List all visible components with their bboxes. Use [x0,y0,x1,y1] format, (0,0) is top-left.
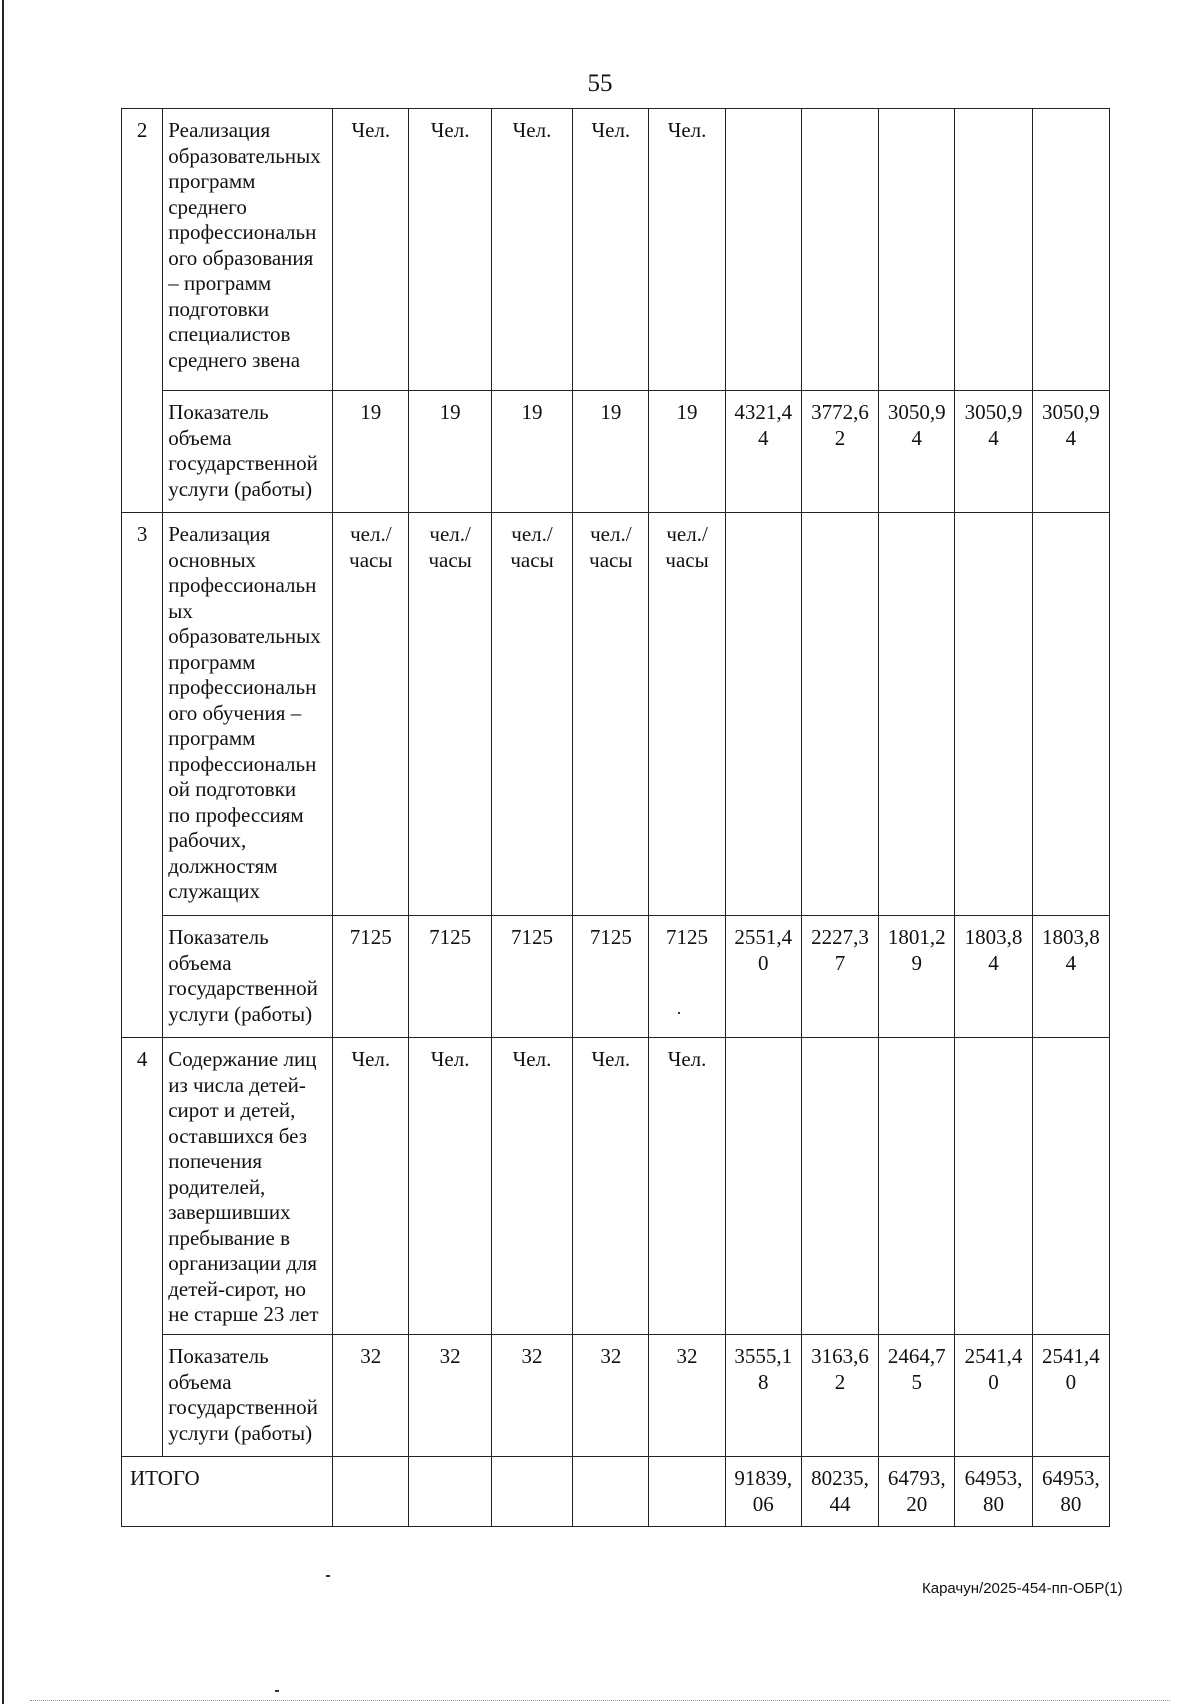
table-row [122,1038,1110,1335]
empty-cell [649,1457,725,1527]
total-value-cell: 64793, 20 [879,1457,955,1527]
volume-cell: 19 [649,391,725,513]
empty-cell [1032,109,1109,391]
table-row [122,109,1110,391]
unit-cell: чел./ часы [649,513,725,916]
services-table [121,108,1110,1527]
empty-cell [801,513,878,916]
table-row [122,916,1110,1038]
unit-cell: Чел. [573,1038,649,1335]
unit-cell: Чел. [491,1038,572,1335]
unit-cell: чел./ часы [491,513,572,916]
empty-cell [955,109,1032,391]
value-cell: 3163,6 2 [801,1335,878,1457]
volume-cell: 32 [573,1335,649,1457]
empty-cell [955,1038,1032,1335]
empty-cell [491,1457,572,1527]
empty-cell [879,513,955,916]
volume-cell: 32 [333,1335,409,1457]
value-cell: 3555,1 8 [725,1335,801,1457]
empty-cell [725,1038,801,1335]
volume-cell: 7125 [409,916,491,1038]
row-number: 3 [122,513,163,1038]
volume-cell: 19 [573,391,649,513]
empty-cell [955,513,1032,916]
volume-cell: 19 [333,391,409,513]
empty-cell [801,109,878,391]
service-name: Реализация образовательных программ среднего профессиональн ого образования – программ подготовки специалистов среднего звена [163,109,333,391]
volume-cell: 7125 [573,916,649,1038]
empty-cell [725,109,801,391]
value-cell: 3050,9 4 [879,391,955,513]
unit-cell: чел./ часы [333,513,409,916]
value-cell: 1803,8 4 [1032,916,1109,1038]
unit-cell: Чел. [491,109,572,391]
empty-cell [801,1038,878,1335]
scan-speck [275,1690,279,1692]
table-row [122,513,1110,916]
total-row [122,1457,1110,1527]
empty-cell [1032,1038,1109,1335]
scan-edge-line [30,1700,1170,1701]
service-name: Реализация основных профессиональн ых образовательных программ профессиональн ого обучения – программ профессиональн ой подготовки по профессиям рабочих, должностям служащих [163,513,333,916]
volume-cell: 32 [649,1335,725,1457]
volume-cell: 19 [409,391,491,513]
empty-cell [333,1457,409,1527]
unit-cell: Чел. [333,109,409,391]
scan-speck [326,1575,330,1577]
row-number: 4 [122,1038,163,1457]
table-row [122,1335,1110,1457]
empty-cell [409,1457,491,1527]
volume-cell: 32 [409,1335,491,1457]
indicator-name: Показатель объема государственной услуги (работы) [163,391,333,513]
total-value-cell: 91839, 06 [725,1457,801,1527]
value-cell: 2227,3 7 [801,916,878,1038]
table-row [122,391,1110,513]
volume-cell: 7125 [333,916,409,1038]
unit-cell: Чел. [649,109,725,391]
value-cell: 4321,4 4 [725,391,801,513]
value-cell: 3050,9 4 [955,391,1032,513]
unit-cell: Чел. [333,1038,409,1335]
unit-cell: Чел. [649,1038,725,1335]
empty-cell [879,1038,955,1335]
empty-cell [879,109,955,391]
unit-cell: Чел. [573,109,649,391]
unit-cell: чел./ часы [409,513,491,916]
document-code: Карачун/2025-454-пп-ОБР(1) [922,1580,1123,1597]
value-cell: 2541,4 0 [1032,1335,1109,1457]
value-cell: 1803,8 4 [955,916,1032,1038]
value-cell: 1801,2 9 [879,916,955,1038]
value-cell: 3772,6 2 [801,391,878,513]
empty-cell [1032,513,1109,916]
empty-cell [725,513,801,916]
unit-cell: чел./ часы [573,513,649,916]
total-value-cell: 80235, 44 [801,1457,878,1527]
empty-cell [573,1457,649,1527]
value-cell: 2541,4 0 [955,1335,1032,1457]
total-value-cell: 64953, 80 [1032,1457,1109,1527]
volume-cell: 19 [491,391,572,513]
unit-cell: Чел. [409,1038,491,1335]
indicator-name: Показатель объема государственной услуги (работы) [163,916,333,1038]
volume-cell: 32 [491,1335,572,1457]
scan-speck [678,1012,680,1014]
volume-cell: 7125 [491,916,572,1038]
row-number: 2 [122,109,163,513]
left-border-line [2,0,4,1704]
page-number: 55 [587,70,613,97]
indicator-name: Показатель объема государственной услуги (работы) [163,1335,333,1457]
volume-cell: 7125 [649,916,725,1038]
value-cell: 2464,7 5 [879,1335,955,1457]
value-cell: 3050,9 4 [1032,391,1109,513]
total-label: ИТОГО [122,1457,333,1527]
total-value-cell: 64953, 80 [955,1457,1032,1527]
unit-cell: Чел. [409,109,491,391]
value-cell: 2551,4 0 [725,916,801,1038]
service-name: Содержание лиц из числа детей- сирот и детей, оставшихся без попечения родителей, завершивших пребывание в организации для детей-сирот, но не старше 23 лет [163,1038,333,1335]
